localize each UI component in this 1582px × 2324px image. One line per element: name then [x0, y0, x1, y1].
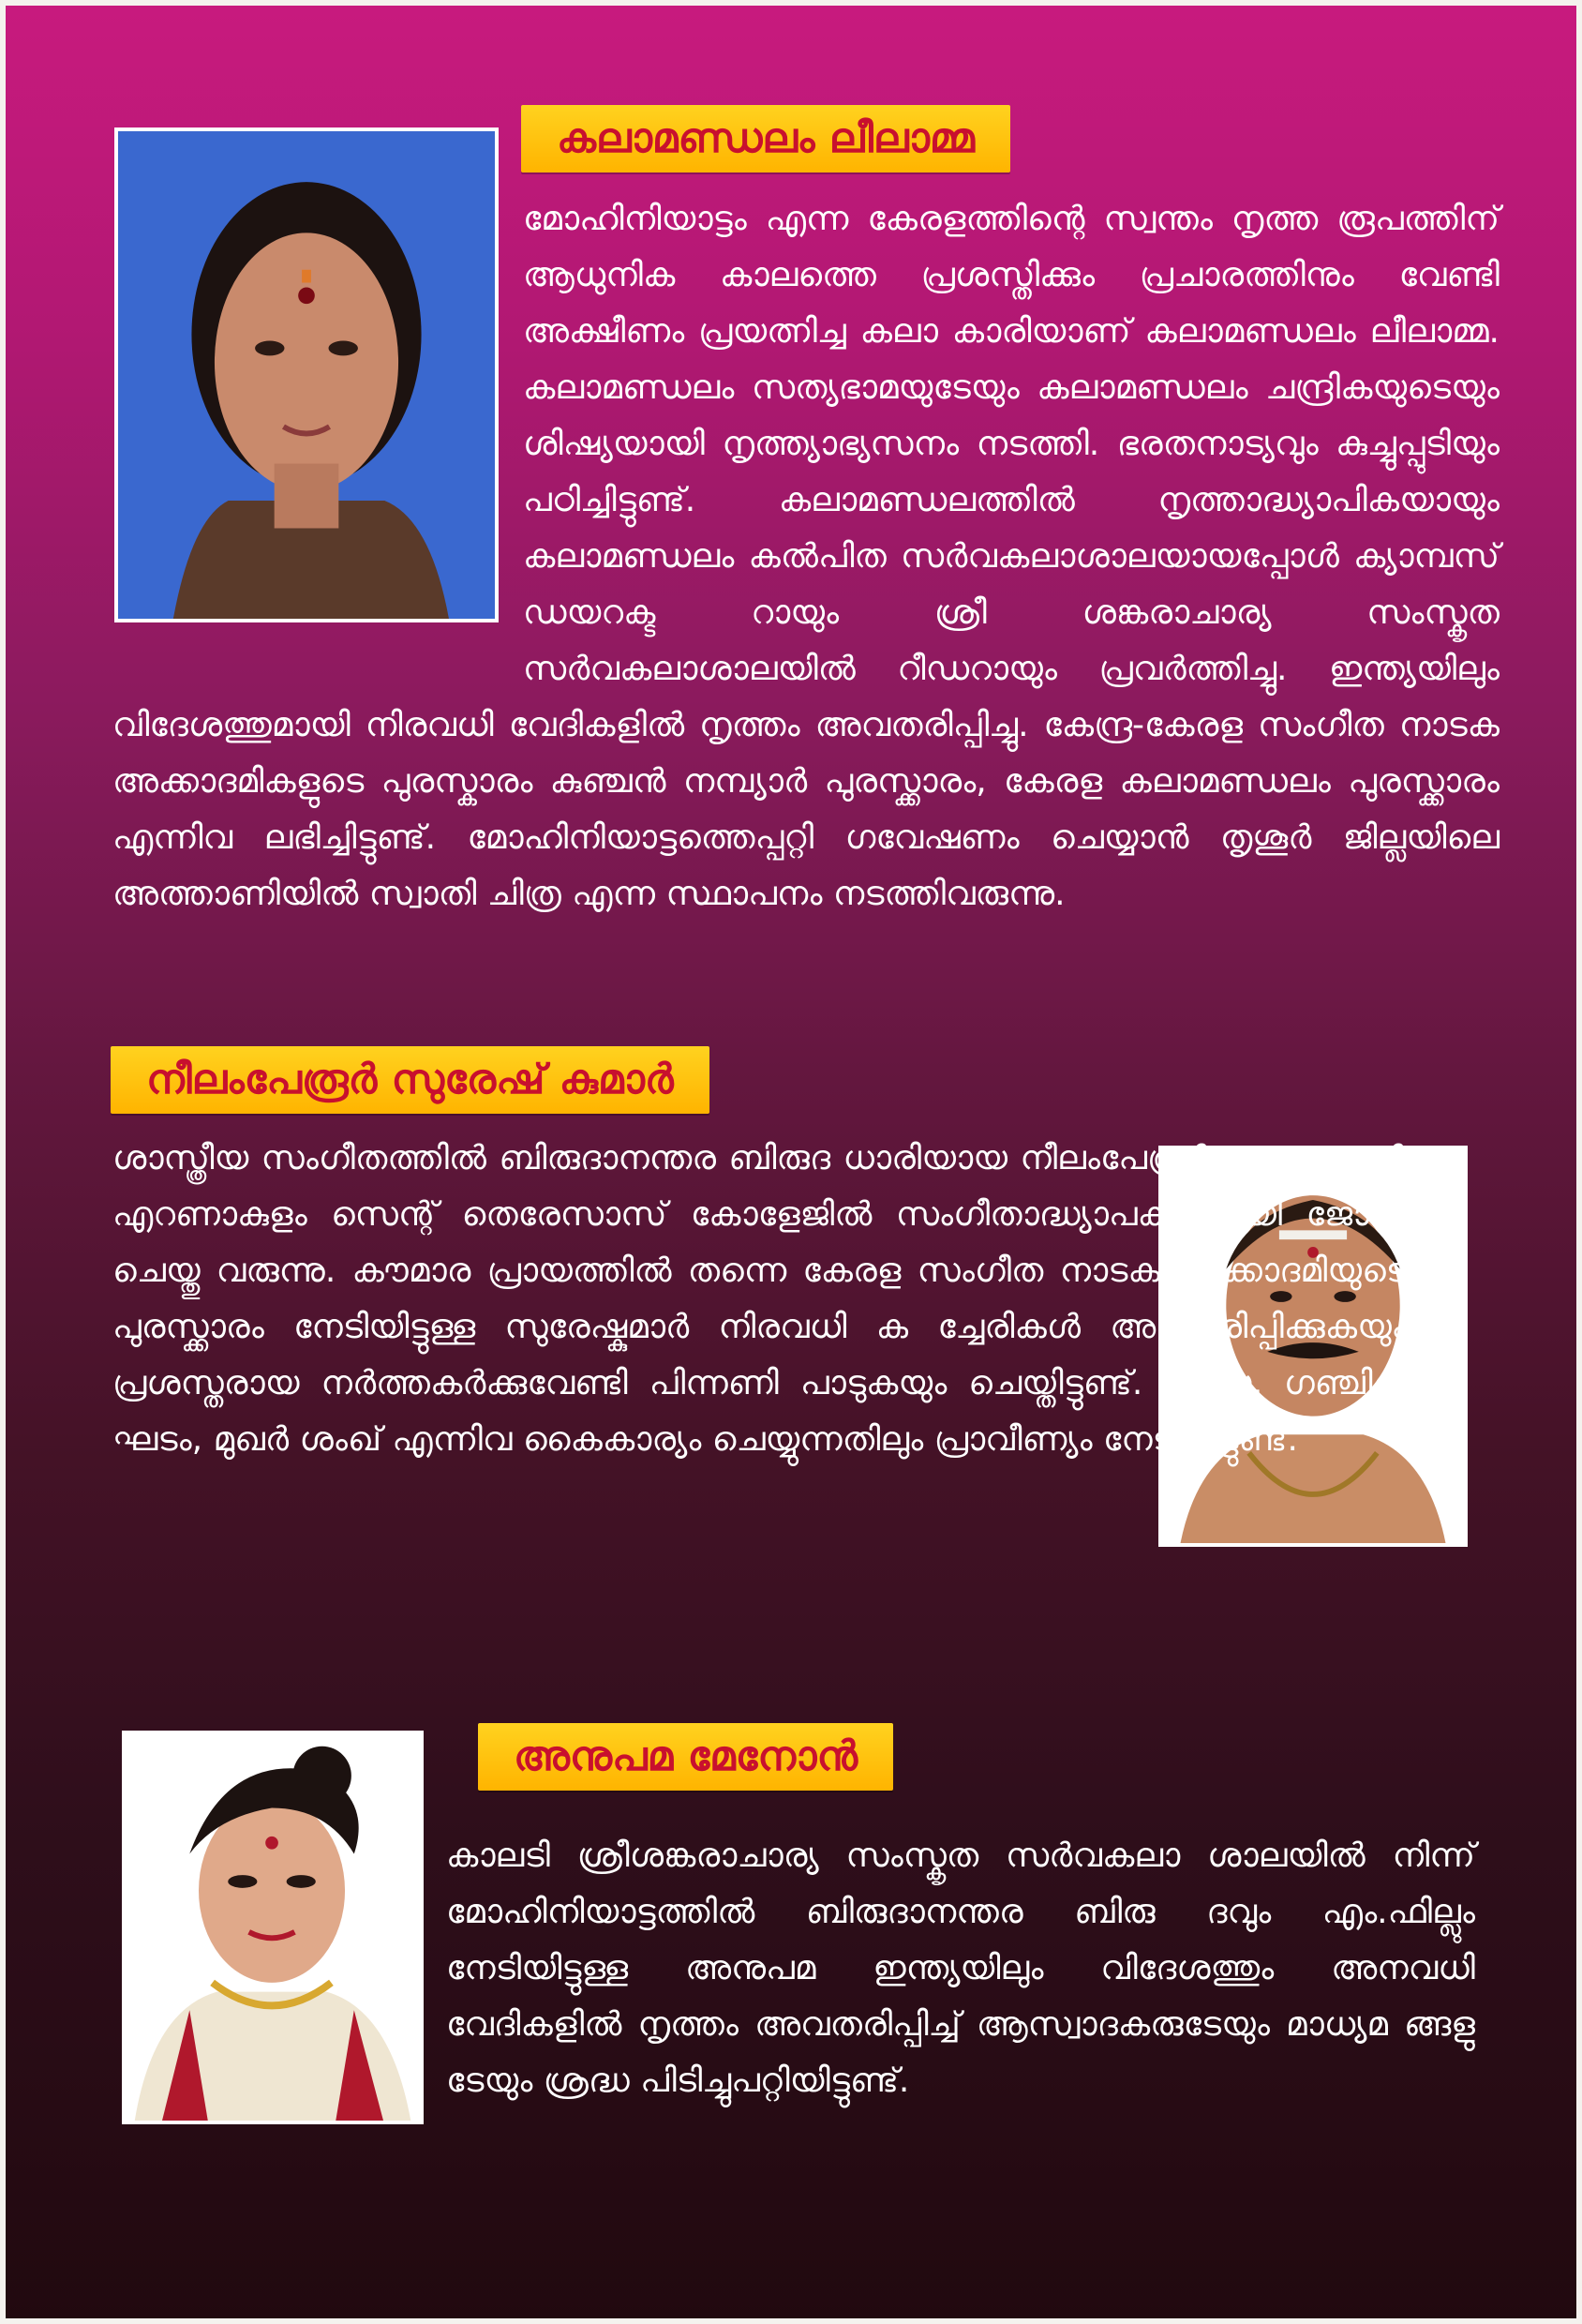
- section-heading-anupama: അനുപമ മേനോൻ: [478, 1723, 893, 1791]
- portrait-photo-anupama: [122, 1731, 424, 2124]
- section-heading-leelamma: കലാമണ്ഡലം ലീലാമ്മ: [521, 105, 1010, 172]
- section-heading-suresh: നീലംപേരൂർ സുരേഷ് കുമാർ: [111, 1046, 709, 1114]
- section-text-leelamma: മോഹിനിയാട്ടം എന്ന കേരളത്തിന്റെ സ്വന്തം നൃത്ത രൂപത്തിന് ആധുനിക കാലത്തെ പ്രശസ്തിക്കും പ്രചാരത്തിനും വേണ്ടി അക്ഷീണം പ്രയത്നിച്ച കലാ കാരിയാണ് കലാമണ്ഡലം ലീലാമ്മ. കലാമണ്ഡലം സത്യഭാമയുടേയും കലാമണ്ഡലം ചന്ദ്രികയുടെയും ശിഷ്യയായി നൃത്ത്യാഭ്യസനം നടത്തി. ഭരതനാട്യവും കുച്ചുപ്പുടിയും പഠിച്ചിട്ടുണ്ട്. കലാമണ്ഡലത്തിൽ നൃത്താദ്ധ്യാപികയായും കലാമണ്ഡലം കൽപിത സർവകലാശാലയായപ്പോൾ ക്യാമ്പസ് ഡയറക്ട റായും ശ്രീ ശങ്കരാചാര്യ സംസ്കൃത സർവകലാശാലയിൽ റീഡറായും പ്രവർത്തിച്ചു. ഇന്ത്യയിലും വിദേശത്തുമായി നിരവധി വേദികളിൽ നൃത്തം അവതരിപ്പിച്ചു. കേന്ദ്ര-കേരള സംഗീത നാടക അക്കാദമികളുടെ പുരസ്കാരം കുഞ്ചൻ നമ്പ്യാർ പുരസ്ക്കാരം, കേരള കലാമണ്ഡലം പുരസ്ക്കാരം എന്നിവ ലഭിച്ചിട്ടുണ്ട്. മോഹിനിയാട്ടത്തെപ്പറ്റി ഗവേഷണം ചെയ്യാൻ തൃശൂർ ജില്ലയിലെ അത്താണിയിൽ സ്വാതി ചിത്ര എന്ന സ്ഥാപനം നടത്തിവരുന്നു.: [112, 200, 1500, 913]
- section-text-suresh: ശാസ്ത്രീയ സംഗീതത്തിൽ ബിരുദാനന്തര ബിരുദ ധാരിയായ നീലംപേരൂർ സുരേഷ്കുമാർ എറണാകുളം സെന്റ് തെരേസാസ് കോളേജിൽ സംഗീതാദ്ധ്യാപകനാ യി ജോലി ചെയ്തു വരുന്നു. കൗമാര പ്രായത്തിൽ തന്നെ കേരള സംഗീത നാടക അക്കാദമിയുടെ പുരസ്ക്കാരം നേടിയിട്ടുള്ള സുരേഷ്കുമാർ നിരവധി ക ച്ചേരികൾ അവതരിപ്പിക്കുകയും പ്രശസ്തരായ നർത്തകർക്കുവേണ്ടി പിന്നണി പാടുകയും ചെയ്തിട്ടുണ്ട്. ഇടയ്ക്ക, ഗഞ്ചിറ, ഘടം, മുഖർ ശംഖ് എന്നിവ കൈകാര്യം ചെയ്യുന്നതിലും പ്രാവീണ്യം നേടിയിട്ടുണ്ട്.: [112, 1139, 1406, 1459]
- section-text-anupama: കാലടി ശ്രീശങ്കരാചാര്യ സംസ്കൃത സർവകലാ ശാലയിൽ നിന്ന് മോഹിനിയാട്ടത്തിൽ ബിരുദാനന്തര ബിരു ദവും എം.ഫില്ലും നേടിയിട്ടുള്ള അനുപമ ഇന്ത്യയിലും വിദേശത്തും അനവധി വേദികളിൽ നൃത്തം അവതരിപ്പിച്ച് ആസ്വാദകരുടേയും മാധ്യമ ങ്ങളു ടേയും ശ്രദ്ധ പിടിച്ചുപറ്റിയിട്ടുണ്ട്.: [446, 1837, 1475, 2100]
